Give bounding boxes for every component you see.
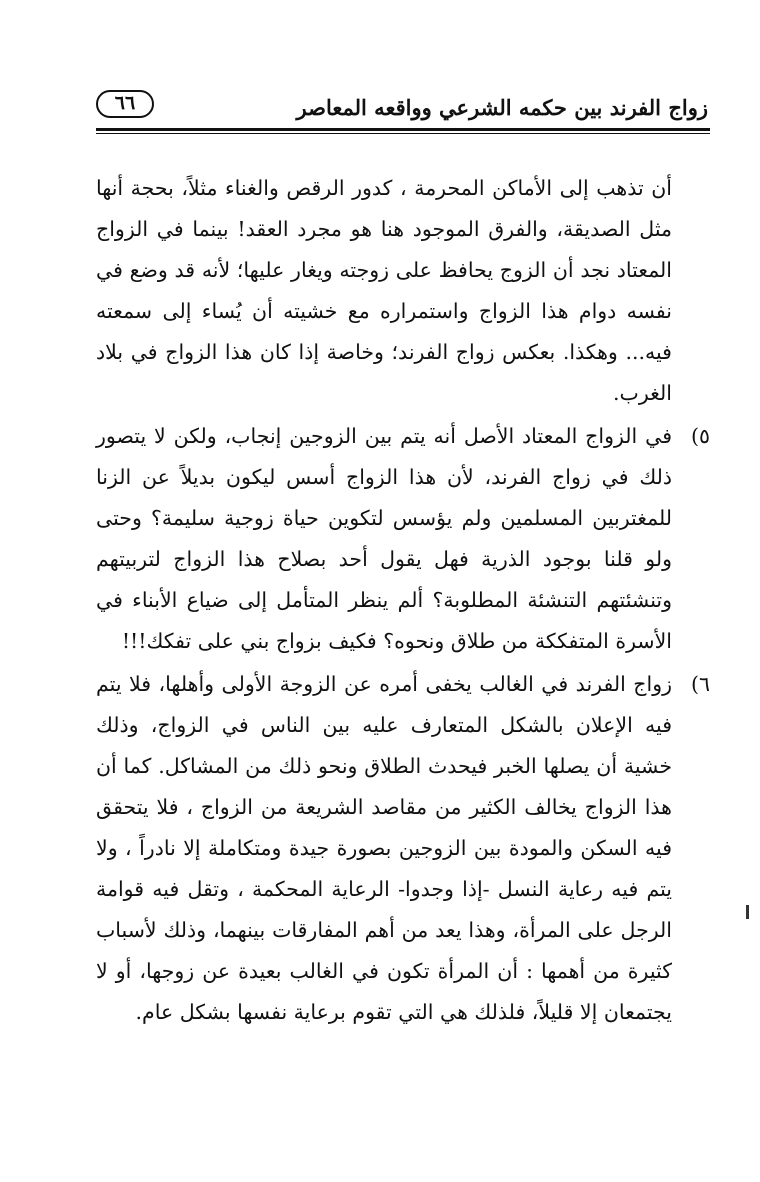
- list-item: [96, 416, 710, 662]
- item-number: ٦): [690, 672, 710, 696]
- intro-paragraph: أن تذهب إلى الأماكن المحرمة ، كدور الرقص والغناء مثلاً، بحجة أنها مثل الصديقة، والفرق الموجود هنا هو مجرد العقد! بينما في الزواج المعتاد نجد أن الزوج يحافظ على زوجته ويغار عليها؛ لأنه قد وضع في نفسه دوام هذا الزواج واستمراره مع خشيته أن يُساء إلى سمعته فيه... وهكذا. بعكس زواج الفرند؛ وخاصة إذا كان هذا الزواج في بلاد الغرب.: [96, 176, 672, 405]
- page-header: [96, 88, 710, 128]
- header-rule-thick: [96, 128, 710, 131]
- item-text: زواج الفرند في الغالب يخفى أمره عن الزوجة الأولى وأهلها، فلا يتم فيه الإعلان بالشكل المتعارف عليه بين الناس في الزواج، وذلك خشية أن يصلها الخبر فيحدث الطلاق ونحو ذلك من المشاكل. كما أن هذا الزواج يخالف الكثير من مقاصد الشريعة من الزواج ، فلا يتحقق فيه السكن والمودة بين الزوجين بصورة جيدة ومتكاملة إلا نادراً ، ولا يتم فيه رعاية النسل -إذا وجدوا- الرعاية المحكمة ، وتقل فيه قوامة الرجل على المرأة، وهذا يعد من أهم المفارقات بينهما، وذلك لأسباب كثيرة من أهمها : أن المرأة تكون في الغالب بعيدة عن زوجها، أو لا يجتمعان إلا قليلاً، فلذلك هي التي تقوم برعاية نفسها بشكل عام.: [96, 672, 672, 1024]
- header-rule-thin: [96, 133, 710, 134]
- running-title: زواج الفرند بين حكمه الشرعي وواقعه المعاصر: [296, 95, 708, 120]
- list-item: [96, 664, 710, 1033]
- page-number: ٦٦: [96, 90, 154, 118]
- body-text: [96, 168, 710, 1035]
- item-number: ٥): [690, 424, 710, 448]
- item-text: في الزواج المعتاد الأصل أنه يتم بين الزوجين إنجاب، ولكن لا يتصور ذلك في زواج الفرند، لأن هذا الزواج أسس ليكون بديلاً عن الزنا للمغتربين المسلمين ولم يؤسس لتكوين حياة زوجية سليمة؟ وحتى ولو قلنا بوجود الذرية فهل يقول أحد بصلاح هذا الزواج لتربيتهم وتنشئتهم التنشئة المطلوبة؟ ألم ينظر المتأمل إلى ضياع الأبناء في الأسرة المتفككة من طلاق ونحوه؟ فكيف بزواج بني على تفكك!!!: [96, 424, 672, 653]
- scan-edge-mark: [746, 905, 749, 919]
